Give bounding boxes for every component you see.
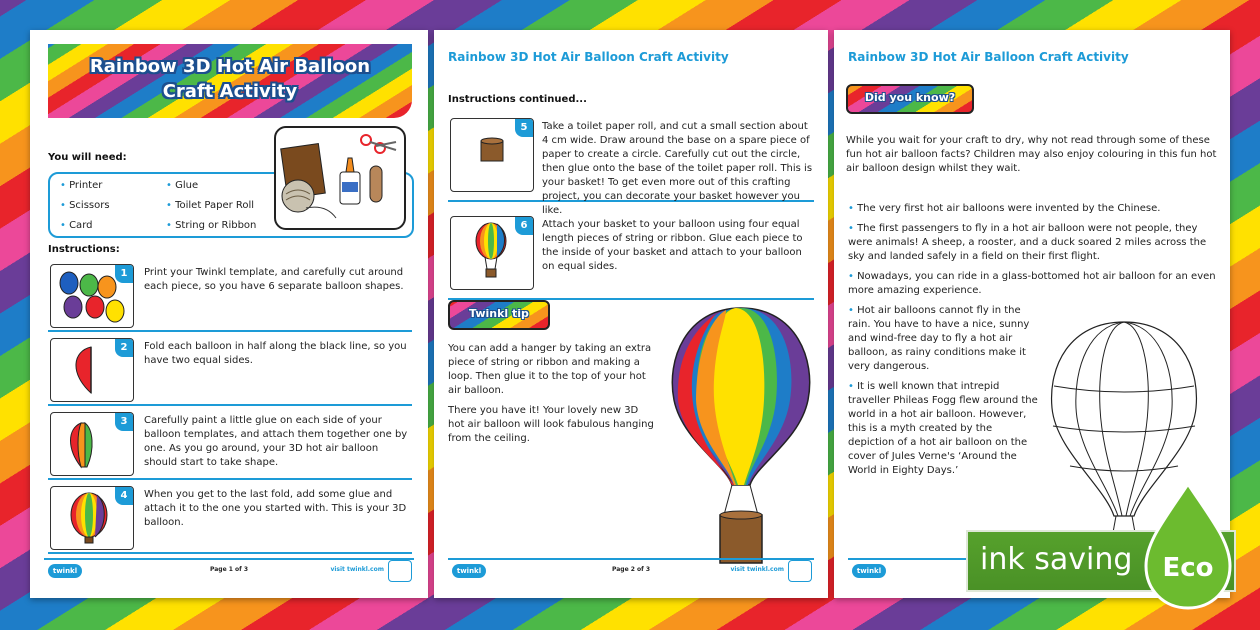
- step-1-image: [50, 264, 134, 328]
- step-1-text: Print your Twinkl template, and carefully cut around each piece, so you have 6 separate balloon shapes.: [144, 267, 404, 292]
- eco-label: Eco: [1162, 553, 1214, 583]
- tip-paragraph-2: There you have it! Your lovely new 3D hot air balloon will look fabulous hanging from the ceiling.: [448, 405, 654, 444]
- craft-materials-image: [274, 126, 406, 230]
- step-3-text: Carefully paint a little glue on each side of your balloon templates, and attach them together one by one. As you go around, your 3D hot air balloon should start to take shape.: [144, 415, 408, 468]
- twinkl-tip-label: Twinkl tip: [469, 307, 529, 320]
- visit-link[interactable]: visit twinkl.com: [330, 566, 384, 573]
- title-line-2: Craft Activity: [162, 81, 298, 102]
- step-2: [48, 336, 412, 406]
- step-3-image: [50, 412, 134, 476]
- hot-air-balloon-illustration: [666, 300, 816, 570]
- twinkl-tip-tag: [448, 300, 550, 330]
- step-4: [48, 484, 412, 554]
- page-number: Page 1 of 3: [210, 566, 248, 573]
- page-title: [48, 54, 412, 104]
- material-item: • Card: [60, 220, 92, 231]
- step-1: [48, 262, 412, 332]
- ink-saving-text: ink saving: [980, 542, 1133, 577]
- material-item: • Scissors: [60, 200, 110, 211]
- title-banner: [48, 44, 412, 118]
- facts-intro: While you wait for your craft to dry, why not read through some of these fun hot air balloon facts? Children may also enjoy colouring in this fun hot air balloon design whilst they wait.: [846, 135, 1217, 174]
- step-number: 5: [515, 119, 533, 137]
- fact-item: • Hot air balloons cannot fly in the rain. You have to have a nice, sunny and wind-free day to fly a hot air balloon, as rainy conditions make it very dangerous.: [848, 304, 1040, 374]
- twinkl-logo: twinkl: [48, 564, 82, 578]
- fact-item: • The very first hot air balloons were invented by the Chinese.: [848, 202, 1218, 216]
- step-6-text: Attach your basket to your balloon using four equal length pieces of string or ribbon. Glue each piece to the inside of your basket and attach to your balloon on equal sides.: [542, 219, 803, 272]
- step-number: 2: [115, 339, 133, 357]
- instructions-continued-label: Instructions continued...: [448, 94, 587, 105]
- title-line-1: Rainbow 3D Hot Air Balloon: [89, 56, 371, 77]
- step-3: [48, 410, 412, 480]
- step-number: 3: [115, 413, 133, 431]
- page-header: Rainbow 3D Hot Air Balloon Craft Activity: [448, 50, 729, 64]
- step-2-image: [50, 338, 134, 402]
- page-1: [30, 30, 428, 598]
- step-5: [448, 116, 814, 216]
- did-you-know-label: Did you know?: [864, 91, 956, 104]
- fact-item: • It is well known that intrepid traveller Phileas Fogg flew around the world in a hot air balloon. However, this is a myth created by the depiction of a hot air balloon on the cover of Jules Verne's ‘Around the World in Eighty Days.’: [848, 380, 1040, 478]
- page-header: Rainbow 3D Hot Air Balloon Craft Activity: [848, 50, 1129, 64]
- did-you-know-tag: [846, 84, 974, 114]
- page-2: [434, 30, 828, 598]
- material-item: • Glue: [166, 180, 198, 191]
- twinkl-logo: twinkl: [452, 564, 486, 578]
- tip-paragraph-1: You can add a hanger by taking an extra piece of string or ribbon and making a loop. Then glue it to the top of your hot air balloon.: [448, 343, 652, 396]
- quality-badge-icon: [788, 560, 812, 582]
- visit-link[interactable]: visit twinkl.com: [730, 566, 784, 573]
- step-5-image: [450, 118, 534, 192]
- material-item: • String or Ribbon: [166, 220, 256, 231]
- step-number: 4: [115, 487, 133, 505]
- fact-item: • The first passengers to fly in a hot air balloon were not people, they were animals! A sheep, a rooster, and a duck soared 2 miles across the sky and landed safely in a field on their first flight.: [848, 222, 1218, 264]
- step-4-text: When you get to the last fold, add some glue and attach it to the one you started with. This is your 3D balloon.: [144, 489, 407, 528]
- material-item: • Printer: [60, 180, 102, 191]
- step-number: 1: [115, 265, 133, 283]
- instructions-label: Instructions:: [48, 244, 120, 255]
- fact-item: • Nowadays, you can ride in a glass-bottomed hot air balloon for an even more amazing experience.: [848, 270, 1218, 298]
- step-4-image: [50, 486, 134, 550]
- materials-illustration: [276, 128, 404, 228]
- step-5-text: Take a toilet paper roll, and cut a small section about 4 cm wide. Draw around the base on a spare piece of paper to create a circle. Carefully cut out the circle, then glue onto the base of the toilet paper roll. This is your basket! To get even more out of this crafting project, you can decorate your basket however you like.: [542, 121, 813, 216]
- you-will-need-label: You will need:: [48, 152, 127, 163]
- leaf-drop-icon: [1142, 480, 1234, 614]
- step-2-text: Fold each balloon in half along the black line, so you have two equal sides.: [144, 341, 407, 366]
- material-item: • Toilet Paper Roll: [166, 200, 254, 211]
- page-number: Page 2 of 3: [612, 566, 650, 573]
- quality-badge-icon: [388, 560, 412, 582]
- step-6-image: [450, 216, 534, 290]
- twinkl-logo: twinkl: [852, 564, 886, 578]
- page-footer: [44, 558, 414, 584]
- page-footer: [448, 558, 814, 584]
- step-6: [448, 214, 814, 300]
- step-number: 6: [515, 217, 533, 235]
